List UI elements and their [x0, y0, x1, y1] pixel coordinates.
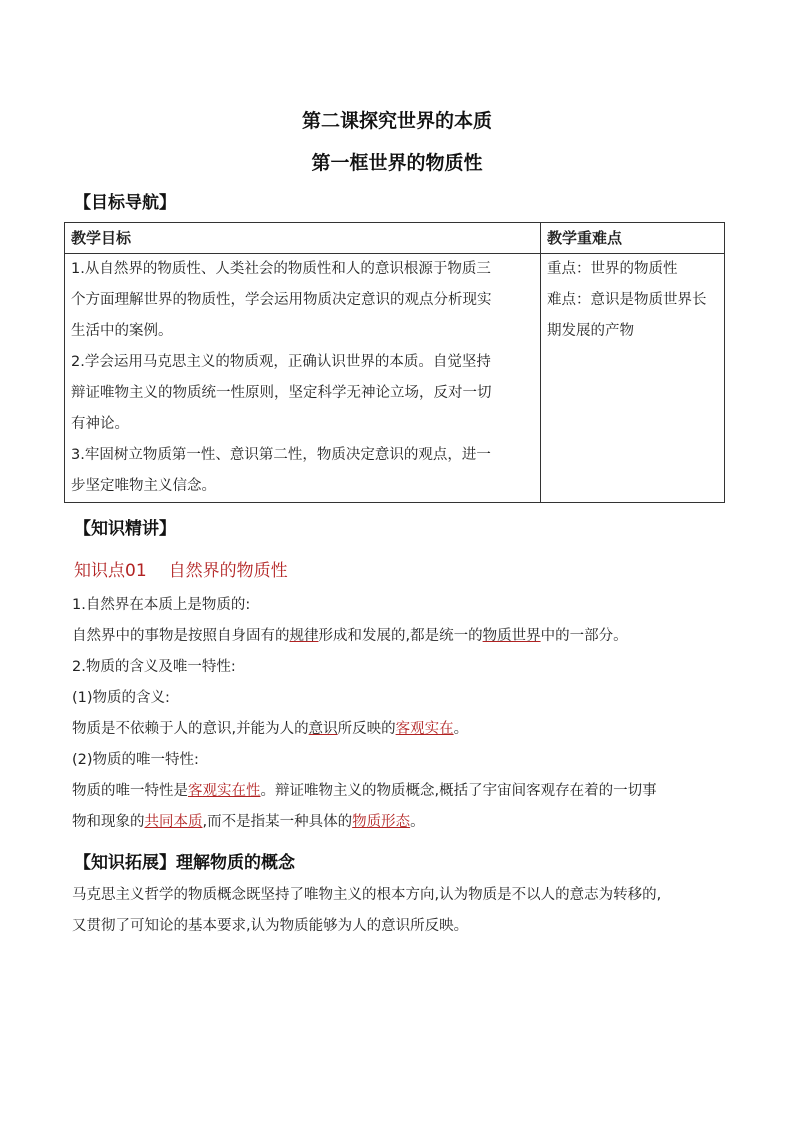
goal-line: 1.从自然界的物质性、人类社会的物质性和人的意识根源于物质三 [71, 261, 491, 277]
goal-line: 2.学会运用马克思主义的物质观，正确认识世界的本质。自觉坚持 [71, 354, 491, 370]
text: 。 [410, 814, 425, 830]
extension-paragraph [72, 880, 728, 942]
section-subtitle: 第一框世界的物质性 [311, 152, 483, 174]
knowledge-heading: 【知识精讲】 [74, 519, 176, 539]
keyword: 规律 [289, 628, 319, 644]
difficulty-cell [541, 254, 725, 503]
key-line: 难点：意识是物质世界长 [547, 292, 707, 308]
knowledge-point-title: 自然界的物质性 [168, 561, 288, 581]
difficulty-column-header: 教学重难点 [541, 223, 725, 254]
goals-table [64, 222, 725, 503]
text: 自然界中的事物是按照自身固有的 [72, 628, 290, 644]
text: 形成和发展的,都是统一的 [318, 628, 483, 644]
goal-line: 辩证唯物主义的物质统一性原则，坚定科学无神论立场，反对一切 [71, 385, 492, 401]
extension-heading: 【知识拓展】理解物质的概念 [74, 853, 295, 873]
body-line [72, 807, 728, 838]
paragraph-line: 马克思主义哲学的物质概念既坚持了唯物主义的根本方向,认为物质是不以人的意志为转移的, [72, 887, 662, 903]
goal-line: 3.牢固树立物质第一性、意识第二性，物质决定意识的观点，进一 [71, 447, 491, 463]
body-line [72, 776, 728, 807]
text: 。 [453, 721, 469, 737]
goal-line: 步坚定唯物主义信念。 [71, 478, 216, 494]
lesson-title: 第二课探究世界的本质 [301, 110, 492, 132]
body-line: (2)物质的唯一特性: [72, 752, 199, 768]
keyword: 客观实在 [395, 721, 454, 737]
goals-cell [65, 254, 541, 503]
goal-line: 个方面理解世界的物质性，学会运用物质决定意识的观点分析现实 [71, 292, 492, 308]
body-line [72, 621, 728, 652]
text: 物质的唯一特性是 [72, 783, 188, 799]
keyword: 共同本质 [144, 814, 203, 830]
body-line: 1.自然界在本质上是物质的: [72, 597, 251, 613]
text: 物和现象的 [72, 814, 145, 830]
text: 物质是不依赖于人的意识,并能为人的 [72, 721, 309, 737]
keyword: 物质形态 [352, 814, 411, 830]
knowledge-body [72, 590, 728, 838]
body-line: (1)物质的含义: [72, 690, 170, 706]
text: 中的一部分。 [540, 628, 628, 644]
body-line: 2.物质的含义及唯一特性: [72, 659, 236, 675]
goal-line: 有神论。 [71, 416, 129, 432]
knowledge-point-number: 知识点01 [74, 561, 147, 581]
goal-line: 生活中的案例。 [71, 323, 173, 339]
keyword: 客观实在性 [188, 783, 261, 799]
key-line: 期发展的产物 [547, 323, 634, 339]
key-line: 重点：世界的物质性 [547, 261, 678, 277]
paragraph-line: 又贯彻了可知论的基本要求,认为物质能够为人的意识所反映。 [72, 918, 469, 934]
body-line [72, 714, 728, 745]
goals-column-header: 教学目标 [65, 223, 541, 254]
text: 。辩证唯物主义的物质概念,概括了宇宙间客观存在着的一切事 [260, 783, 657, 799]
text: 所反映的 [337, 721, 396, 737]
knowledge-point-heading [74, 556, 288, 581]
goals-heading: 【目标导航】 [74, 193, 176, 213]
keyword: 物质世界 [482, 628, 541, 644]
text: ,而不是指某一种具体的 [202, 814, 353, 830]
keyword: 意识 [308, 721, 338, 737]
